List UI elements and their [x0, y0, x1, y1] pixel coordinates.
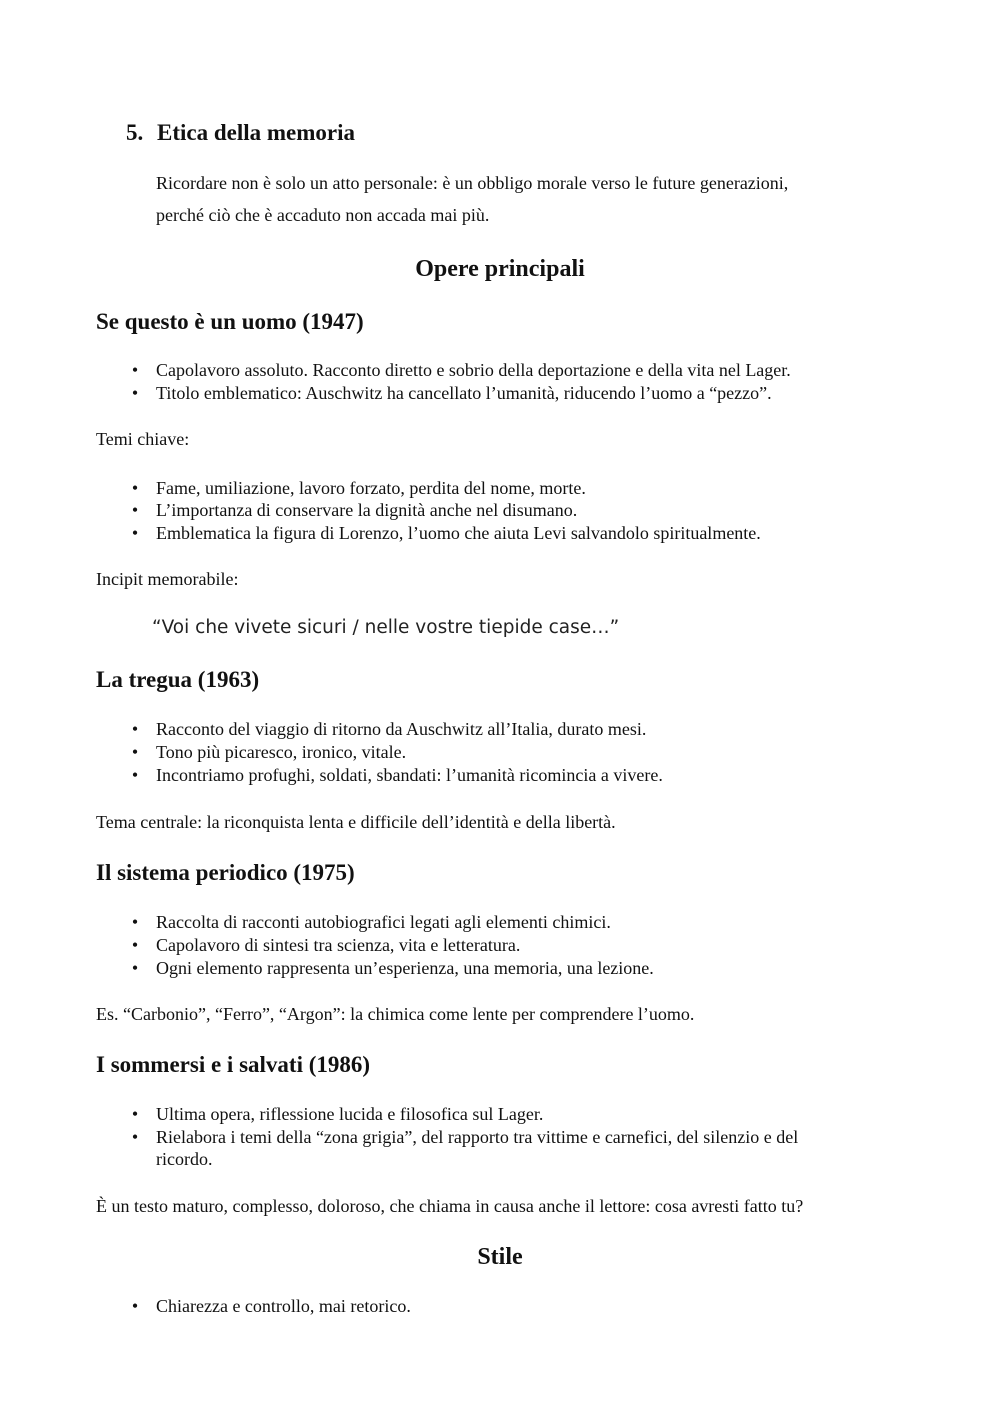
- page-heading: Opere principali: [415, 256, 585, 282]
- work-title: I sommersi e i salvati (1986): [96, 1052, 371, 1077]
- work-title: La tregua (1963): [96, 667, 260, 692]
- list-item-text: Rielabora i temi della “zona grigia”, del rapporto tra vittime e carnefici, del silenzio e del: [156, 1127, 799, 1147]
- bullet-icon: •: [131, 1296, 139, 1316]
- bullet-icon: •: [131, 742, 139, 762]
- section-title: Etica della memoria: [157, 120, 356, 145]
- list-item-text: Capolavoro assoluto. Racconto diretto e sobrio della deportazione e della vita nel Lager.: [156, 360, 791, 380]
- bullet-icon: •: [131, 383, 139, 403]
- list-item-text: Capolavoro di sintesi tra scienza, vita e letteratura.: [156, 935, 521, 955]
- list-item-text: Incontriamo profughi, soldati, sbandati: l’umanità ricomincia a vivere.: [156, 765, 663, 785]
- bullet-icon: •: [131, 912, 139, 932]
- work-title: Il sistema periodico (1975): [96, 860, 355, 885]
- bullet-icon: •: [131, 478, 139, 498]
- bullet-icon: •: [131, 523, 139, 543]
- list-item-text: Emblematica la figura di Lorenzo, l’uomo che aiuta Levi salvandolo spiritualmente.: [156, 523, 761, 543]
- incipit-quote: “Voi che vivete sicuri / nelle vostre tiepide case…”: [152, 617, 620, 638]
- bullet-icon: •: [131, 765, 139, 785]
- bullet-icon: •: [131, 1104, 139, 1124]
- paragraph-line: Ricordare non è solo un atto personale: è un obbligo morale verso le future generazioni,: [156, 173, 789, 193]
- list-item-text: Titolo emblematico: Auschwitz ha cancellato l’umanità, riducendo l’uomo a “pezzo”.: [156, 383, 772, 403]
- list-item-text: Racconto del viaggio di ritorno da Auschwitz all’Italia, durato mesi.: [156, 719, 647, 739]
- label-text: Temi chiave:: [96, 429, 190, 449]
- bullet-icon: •: [131, 500, 139, 520]
- paragraph-line: Es. “Carbonio”, “Ferro”, “Argon”: la chimica come lente per comprendere l’uomo.: [96, 1004, 695, 1024]
- list-item-text: Chiarezza e controllo, mai retorico.: [156, 1296, 411, 1316]
- paragraph-line: Tema centrale: la riconquista lenta e difficile dell’identità e della libertà.: [96, 812, 616, 832]
- list-item-text-continuation: ricordo.: [156, 1149, 213, 1169]
- list-item-text: Tono più picaresco, ironico, vitale.: [156, 742, 407, 762]
- bullet-icon: •: [131, 719, 139, 739]
- bullet-icon: •: [131, 1127, 139, 1147]
- paragraph-line: È un testo maturo, complesso, doloroso, che chiama in causa anche il lettore: cosa avresti fatto tu?: [96, 1196, 804, 1216]
- list-item-text: Ogni elemento rappresenta un’esperienza, una memoria, una lezione.: [156, 958, 654, 978]
- bullet-icon: •: [131, 958, 139, 978]
- label-text: Incipit memorabile:: [96, 569, 239, 589]
- paragraph-line: perché ciò che è accaduto non accada mai più.: [156, 205, 490, 225]
- list-item-text: L’importanza di conservare la dignità anche nel disumano.: [156, 500, 578, 520]
- bullet-icon: •: [131, 935, 139, 955]
- bullet-icon: •: [131, 360, 139, 380]
- list-item-text: Raccolta di racconti autobiografici legati agli elementi chimici.: [156, 912, 611, 932]
- page-heading: Stile: [477, 1244, 523, 1270]
- list-item-text: Ultima opera, riflessione lucida e filosofica sul Lager.: [156, 1104, 544, 1124]
- work-title: Se questo è un uomo (1947): [96, 309, 364, 334]
- section-number: 5.: [126, 120, 144, 145]
- list-item-text: Fame, umiliazione, lavoro forzato, perdita del nome, morte.: [156, 478, 586, 498]
